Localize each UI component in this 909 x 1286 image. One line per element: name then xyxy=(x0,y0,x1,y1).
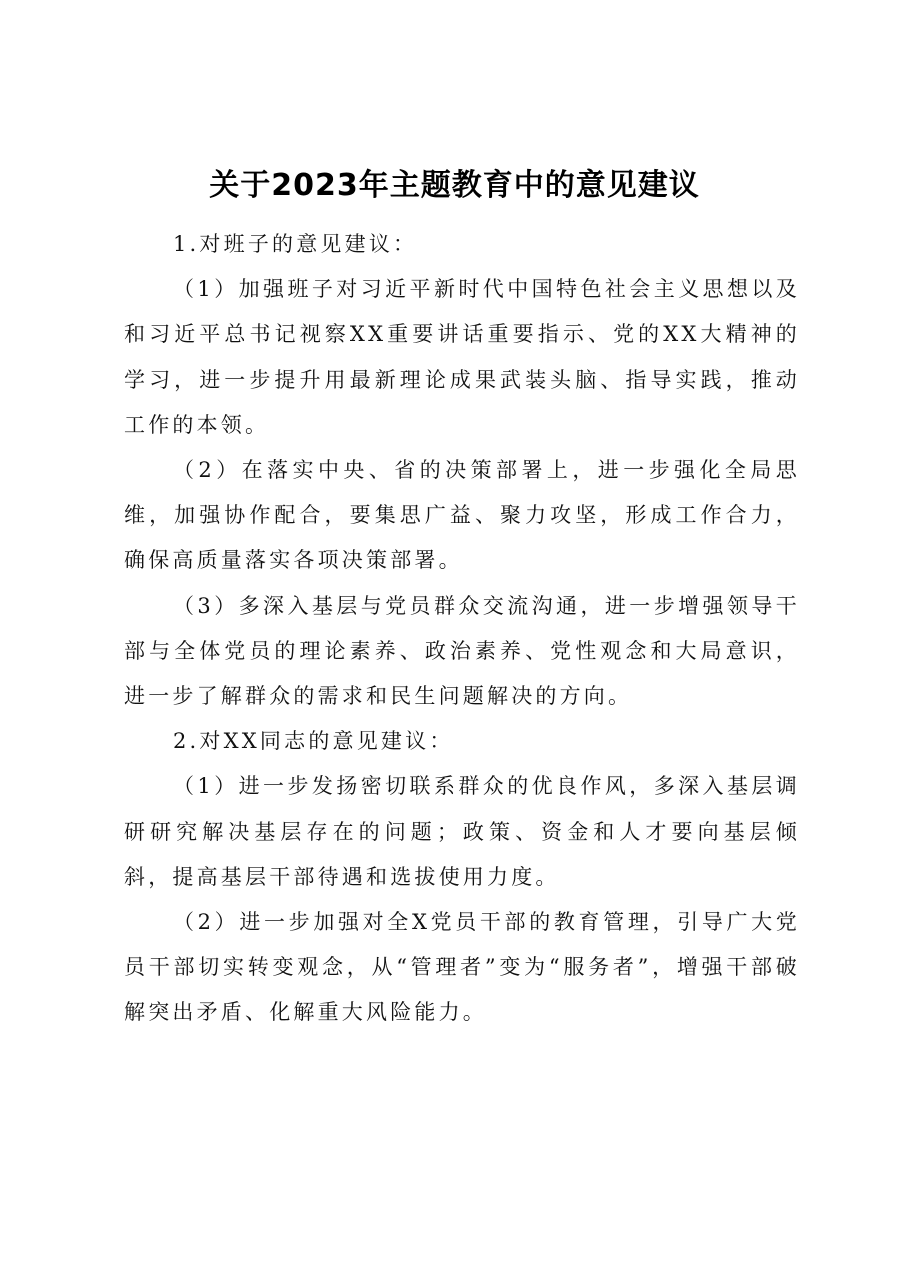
document-body xyxy=(124,222,800,1036)
document-title: 关于2023年主题教育中的意见建议 xyxy=(209,168,700,203)
paragraph: （3）多深入基层与党员群众交流沟通，进一步增强领导干部与全体党员的理论素养、政治素养、党性观念和大局意识，进一步了解群众的需求和民生问题解决的方向。 xyxy=(124,593,800,709)
section-heading-2: 2.对XX同志的意见建议： xyxy=(173,729,454,754)
paragraph: （1）进一步发扬密切联系群众的优良作风，多深入基层调研研究解决基层存在的问题；政策、资金和人才要向基层倾斜，提高基层干部待遇和选拔使用力度。 xyxy=(124,774,800,889)
paragraph: （1）加强班子对习近平新时代中国特色社会主义思想以及和习近平总书记视察XX重要讲话重要指示、党的XX大精神的学习，进一步提升用最新理论成果武装头脑、指导实践，推动工作的本领。 xyxy=(124,277,800,437)
paragraph: （2）进一步加强对全X党员干部的教育管理，引导广大党员干部切实转变观念，从“管理者”变为“服务者”，增强干部破解突出矛盾、化解重大风险能力。 xyxy=(124,910,800,1025)
paragraph: （2）在落实中央、省的决策部署上，进一步强化全局思维，加强协作配合，要集思广益、聚力攻坚，形成工作合力，确保高质量落实各项决策部署。 xyxy=(124,458,800,573)
section-heading-1: 1.对班子的意见建议： xyxy=(173,232,418,256)
